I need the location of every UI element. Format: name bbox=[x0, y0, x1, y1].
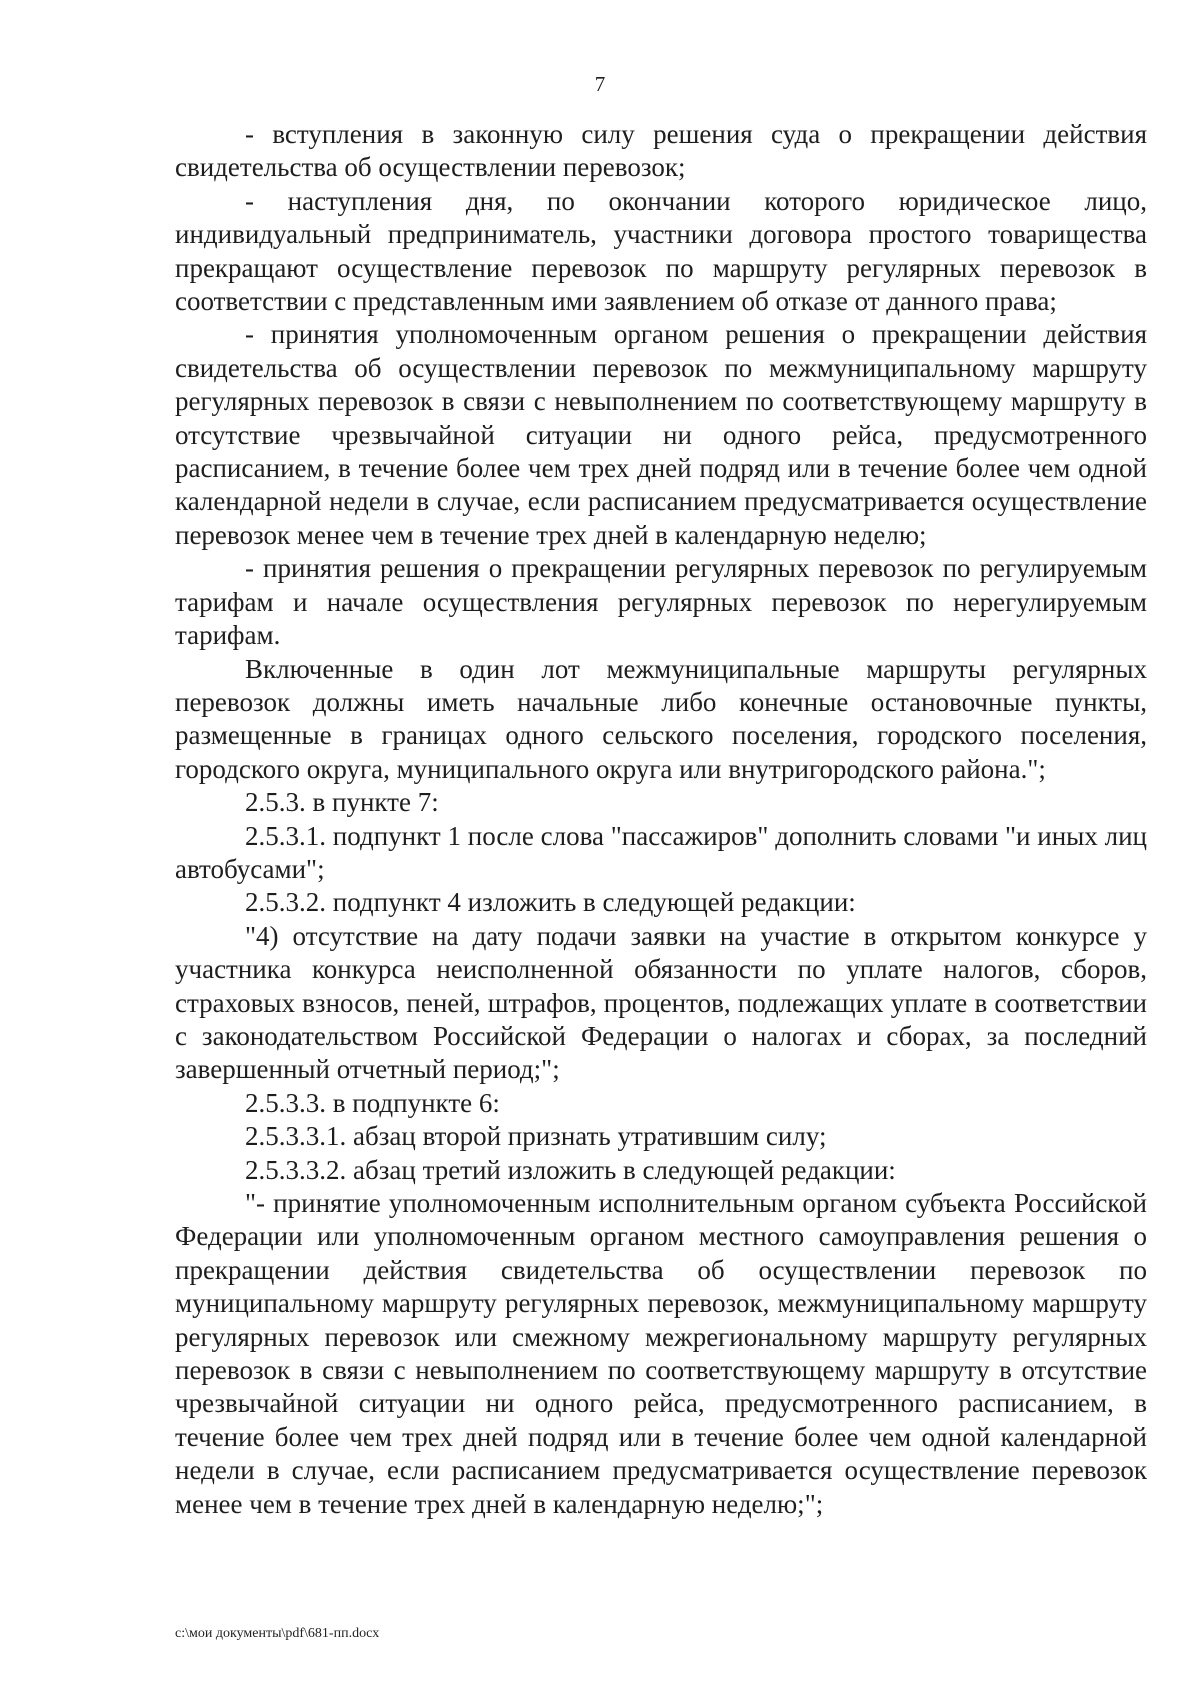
paragraph-2-5-3-2: 2.5.3.2. подпункт 4 изложить в следующей редакции: bbox=[245, 887, 856, 918]
paragraph-termination-day: - наступления дня, по окончании которого юридическое лицо, индивидуальный предприниматель, участники договора простого товарищества прекращают осуществление перевозок по маршруту регулярных перевозок в соответствии с представленным ими заявлением об отказе от данного права; bbox=[175, 185, 1147, 317]
paragraph-authority-decision: - принятия уполномоченным органом решения о прекращении действия свидетельства об осуществлении перевозок по межмуниципальному маршруту регулярных перевозок в связи с невыполнением по соответствующему маршруту в отсутствие чрезвычайной ситуации ни одного рейса, предусмотренного расписанием, в течение более чем трех дней подряд или в течение более чем одной календарной недели в случае, если расписанием предусматривается осуществление перевозок менее чем в течение трех дней в календарную неделю; bbox=[175, 319, 1147, 550]
paragraph-new-abzac: "- принятие уполномоченным исполнительным органом субъекта Российской Федерации или уполномоченным органом местного самоуправления решения о прекращении действия свидетельства об осуществлении перевозок по муниципальному маршруту регулярных перевозок, межмуниципальному маршруту регулярных перевозок или смежному межрегиональному маршруту регулярных перевозок в связи с невыполнением по соответствующему маршруту в отсутствие чрезвычайной ситуации ни одного рейса, предусмотренного расписанием, в течение более чем трех дней подряд или в течение более чем одной календарной недели в случае, если расписанием предусматривается осуществление перевозок менее чем в течение трех дней в календарную неделю;"; bbox=[175, 1188, 1147, 1519]
paragraph-2-5-3-3-2: 2.5.3.3.2. абзац третий изложить в следующей редакции: bbox=[245, 1154, 896, 1185]
paragraph-2-5-3-3: 2.5.3.3. в подпункте 6: bbox=[245, 1087, 500, 1118]
paragraph-2-5-3-1: 2.5.3.1. подпункт 1 после слова "пассажиров" дополнить словами "и иных лиц автобусами"; bbox=[175, 820, 1147, 884]
page-number: 7 bbox=[594, 72, 606, 96]
paragraph-2-5-3-3-1: 2.5.3.3.1. абзац второй признать утратившим силу; bbox=[245, 1121, 827, 1152]
paragraph-court-decision: - вступления в законную силу решения суда о прекращении действия свидетельства об осуществлении перевозок; bbox=[175, 119, 1147, 183]
paragraph-lot-routes: Включенные в один лот межмуниципальные маршруты регулярных перевозок должны иметь начальные либо конечные остановочные пункты, размещенные в границах одного сельского поселения, городского поселения, городского округа, муниципального округа или внутригородского района."; bbox=[175, 653, 1147, 784]
paragraph-tariff-decision: - принятия решения о прекращении регулярных перевозок по регулируемым тарифам и начале осуществления регулярных перевозок по нерегулируемым тарифам. bbox=[175, 553, 1147, 651]
paragraph-subpoint-4: "4) отсутствие на дату подачи заявки на участие в открытом конкурсе у участника конкурса неисполненной обязанности по уплате налогов, сборов, страховых взносов, пеней, штрафов, процентов, подлежащих уплате в соответствии с законодательством Российской Федерации о налогах и сборах, за последний завершенный отчетный период;"; bbox=[175, 920, 1147, 1085]
document-body bbox=[175, 118, 1147, 1521]
file-path-footer: c:\мои документы\pdf\681-пп.docx bbox=[175, 1626, 380, 1641]
paragraph-2-5-3: 2.5.3. в пункте 7: bbox=[245, 787, 439, 818]
